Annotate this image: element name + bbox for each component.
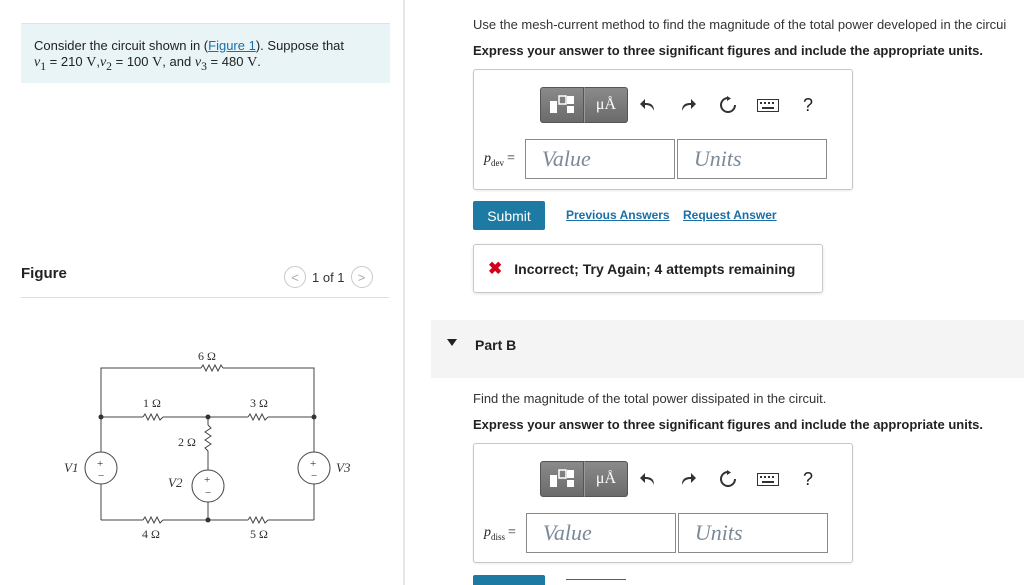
intro-suffix: ). Suppose that [255,38,345,53]
mu-angstrom-icon: μÅ [595,96,617,113]
part-a-units-input[interactable]: Units [677,139,827,179]
reset-button[interactable] [708,461,748,497]
keyboard-icon [757,473,779,486]
mu-angstrom-icon: μÅ [595,470,617,487]
v1-expression: $v_1$ [34,55,47,73]
r5-label: 5 Ω [250,527,268,540]
circuit-diagram [30,340,370,540]
request-answer-link[interactable]: Request Answer [683,208,777,222]
part-b-instruction: Express your answer to three significant figures and include the appropriate units. [473,417,983,432]
node-dot [99,415,104,420]
units-button[interactable] [584,87,628,123]
next-figure-button[interactable]: > [351,266,373,288]
prev-figure-button[interactable]: < [284,266,306,288]
template-icon [549,95,575,115]
feedback-message [473,244,823,293]
redo-button[interactable] [668,461,708,497]
figure-link[interactable]: Figure 1 [208,38,256,53]
v1-value: = 210 [49,54,83,69]
v3-expression: $v_3$ [194,55,207,73]
error-x-icon: ✖ [488,258,503,278]
undo-icon [640,98,656,112]
figure-heading: Figure [21,265,67,282]
templates-button[interactable] [540,461,584,497]
v2-expression: $v_2$ [99,55,112,73]
undo-icon [640,472,656,486]
toolbar-button-group [540,461,628,497]
period: . [257,54,261,69]
v2-value: = 100 [115,54,149,69]
v1-unit: V [86,55,97,70]
part-b-units-input[interactable]: Units [678,513,828,553]
figure-divider [21,297,389,298]
r6-label: 6 Ω [198,349,216,363]
node-dot [206,518,211,523]
feedback-text: Incorrect; Try Again; 4 attempts remaining [514,260,796,277]
v2-plus: + [204,474,211,486]
v3-plus: + [310,458,317,470]
part-a-submit-button[interactable]: Submit [473,201,545,230]
v1-plus: + [97,458,104,470]
column-divider [403,0,405,585]
v3-value: = 480 [210,54,244,69]
help-button[interactable]: ? [802,94,813,115]
problem-line-1 [34,38,390,54]
comma-1: , [96,54,100,69]
template-icon [549,469,575,489]
v3-source-label: V3 [336,460,351,475]
v1-minus: − [98,470,105,482]
keyboard-icon [757,99,779,112]
node-dot [312,415,317,420]
v3-minus: − [311,470,318,482]
toolbar-button-group [540,87,628,123]
part-b-title: Part B [475,337,517,353]
collapse-arrow-icon[interactable] [447,339,457,346]
reset-button[interactable] [708,87,748,123]
undo-button[interactable] [628,461,668,497]
v2-minus: − [205,487,212,499]
part-a-answer-row [484,139,829,179]
part-b-answer-row [484,513,830,553]
part-a-question: Use the mesh-current method to find the magnitude of the total power developed in the circui [473,17,1007,32]
part-a-value-input[interactable]: Value [525,139,675,179]
reset-icon [719,96,737,114]
reset-icon [719,470,737,488]
problem-line-2 [34,54,390,75]
r4-label: 4 Ω [142,527,160,540]
redo-icon [680,472,696,486]
keyboard-button[interactable] [748,87,788,123]
math-toolbar [540,87,828,123]
v3-unit: V [247,55,258,70]
pager-text: 1 of 1 [312,269,345,285]
part-b-submit-button[interactable] [473,575,545,585]
previous-answers-link[interactable]: Previous Answers [566,208,670,222]
part-b-value-input[interactable]: Value [526,513,676,553]
undo-button[interactable] [628,87,668,123]
problem-statement [21,23,390,83]
part-a-instruction: Express your answer to three significant figures and include the appropriate units. [473,43,983,58]
part-b-answer-panel [473,443,853,563]
templates-button[interactable] [540,87,584,123]
units-button[interactable] [584,461,628,497]
r1-label: 1 Ω [143,396,161,410]
v2-source-label: V2 [168,475,183,490]
v2-unit: V [152,55,163,70]
keyboard-button[interactable] [748,461,788,497]
r3-label: 3 Ω [250,396,268,410]
r2-label: 2 Ω [178,435,196,449]
redo-button[interactable] [668,87,708,123]
part-a-answer-panel [473,69,853,190]
intro-text: Consider the circuit shown in ( [34,38,209,53]
part-b-header[interactable] [431,320,1024,378]
pdev-label: $p_{dev}$ = [484,150,515,168]
node-dot [206,415,211,420]
and-text: and [169,54,192,69]
part-b-previous-answers-link[interactable] [566,579,626,585]
v1-source-label: V1 [64,460,79,475]
figure-pager [284,265,373,289]
pdiss-label: $p_{diss}$ = [484,524,516,542]
math-toolbar [540,461,828,497]
redo-icon [680,98,696,112]
help-button[interactable]: ? [802,468,813,489]
comma-2: , [162,54,166,69]
part-b-question: Find the magnitude of the total power dissipated in the circuit. [473,391,827,406]
